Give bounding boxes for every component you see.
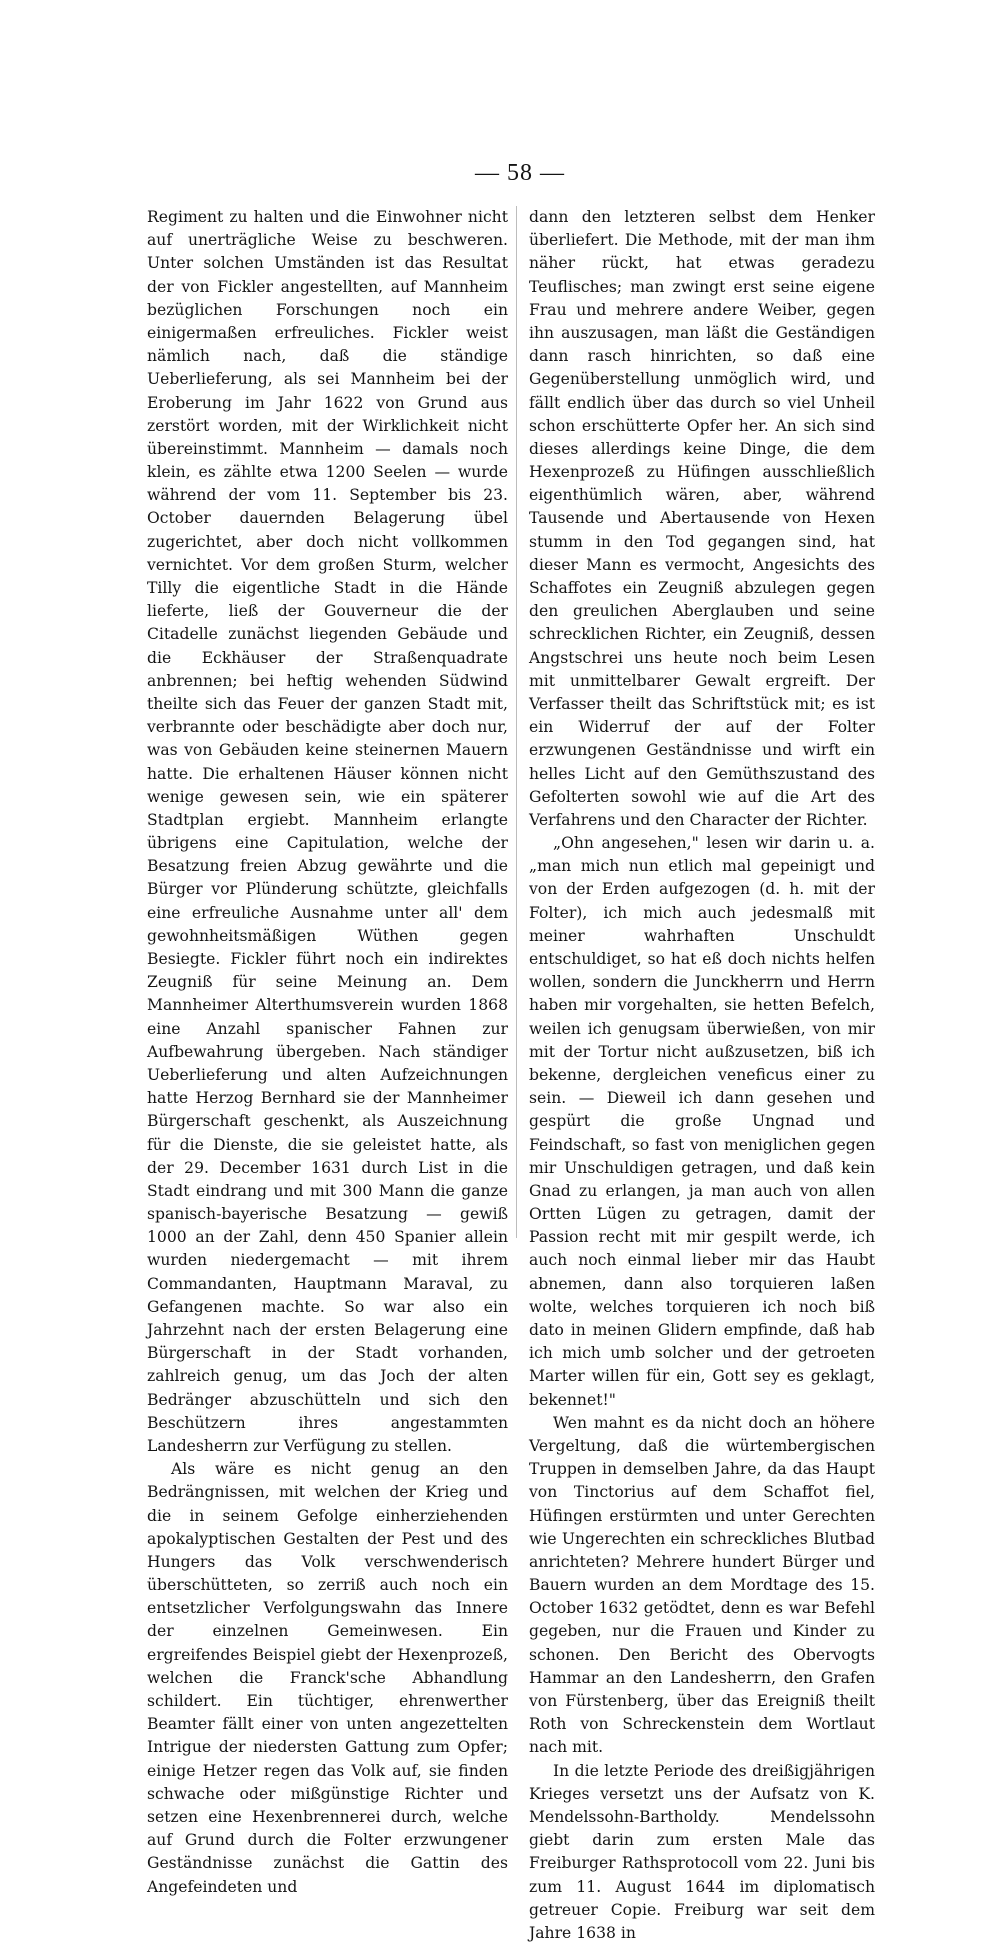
page-number: — 58 — <box>475 160 565 186</box>
paragraph: In die letzte Periode des dreißigjährigen Krieges versetzt uns der Aufsatz von K. Mendelssohn-Bartholdy. Mendelssohn giebt darin zum ersten Male das Freiburger Rathsprotocoll vom 22. Juni bis zum 11. August 1644 im diplomatisch getreuer Copie. Freiburg war seit dem Jahre 1638 in <box>529 1761 875 1942</box>
paragraph: Regiment zu halten und die Einwohner nicht auf unerträgliche Weise zu beschweren. Unter solchen Umständen ist das Resultat der von Fickler angestellten, auf Mannheim bezüglichen Forschungen noch ein einigermaßen erfreuliches. Fickler weist nämlich nach, daß die ständige Ueberlieferung, als sei Mannheim bei der Eroberung im Jahr 1622 von Grund aus zerstört worden, mit der Wirklichkeit nicht übereinstimmt. Mannheim — damals noch klein, es zählte etwa 1200 Seelen — wurde während der vom 11. September bis 23. October dauernden Belagerung übel zugerichtet, aber doch nicht vollkommen vernichtet. Vor dem großen Sturm, welcher Tilly die eigentliche Stadt in die Hände lieferte, ließ der Gouverneur die der Citadelle zunächst liegenden Gebäude und die Eckhäuser der Straßenquadrate anbrennen; bei heftig wehenden Südwind theilte sich das Feuer der ganzen Stadt mit, verbrannte oder beschädigte aber doch nur, was von Gebäuden keine steinernen Mauern hatte. Die erhaltenen Häuser können nicht wenige gewesen sein, wie ein späterer Stadtplan ergiebt. Mannheim erlangte übrigens eine Capitulation, welche der Besatzung freien Abzug gewährte und die Bürger vor Plünderung schützte, gleichfalls eine erfreuliche Ausnahme unter all' dem gewohnheitsmäßigen Wüthen gegen Besiegte. Fickler führt noch ein indirektes Zeugniß für seine Meinung an. Dem Mannheimer Alterthumsverein wurden 1868 eine Anzahl spanischer Fahnen zur Aufbewahrung übergeben. Nach ständiger Ueberlieferung und alten Aufzeichnungen hatte Herzog Bernhard sie der Mannheimer Bürgerschaft geschenkt, als Auszeichnung für die Dienste, die sie geleistet hatte, als der 29. December 1631 durch List in die Stadt eindrang und mit 300 Mann die ganze spanisch-bayerische Besatzung — gewiß 1000 an der Zahl, denn 450 Spanier allein wurden niedergemacht — mit ihrem Commandanten, Hauptmann Maraval, zu Gefangenen machte. So war also ein Jahrzehnt nach der ersten Belagerung eine Bürgerschaft in der Stadt vorhanden, zahlreich genug, um das Joch der alten Bedränger abzuschütteln und sich den Beschützern ihres angestammten Landesherrn zur Verfügung zu stellen. <box>147 208 508 1455</box>
left-column <box>147 206 508 1899</box>
column-divider <box>516 206 517 1238</box>
paragraph: Als wäre es nicht genug an den Bedrängnissen, mit welchen der Krieg und die in seinem Gefolge einherziehenden apokalyptischen Gestalten der Pest und des Hungers das Volk verschwenderisch überschütteten, so zerriß auch noch ein entsetzlicher Verfolgungswahn das Innere der einzelnen Gemeinwesen. Ein ergreifendes Beispiel giebt der Hexenprozeß, welchen die Franck'sche Abhandlung schildert. Ein tüchtiger, ehrenwerther Beamter fällt einer von unten angezettelten Intrigue der niedersten Gattung zum Opfer; einige Hetzer regen das Volk auf, sie finden schwache oder mißgünstige Richter und setzen eine Hexenbrennerei durch, welche auf Grund durch die Folter erzwungener Geständnisse zunächst die Gattin des Angefeindeten und <box>147 1460 508 1896</box>
quotation-paragraph: „Ohn angesehen," lesen wir darin u. a. „man mich nun etlich mal gepeinigt und von der Erden aufgezogen (d. h. mit der Folter), ich mich auch jedesmalß mit meiner wahrhaften Unschuldt entschuldiget, so hat eß doch nichts helfen wollen, sondern die Junckherrn und Herrn haben mir vorgehalten, sie hetten Befelch, weilen ich genugsam überwießen, von mir mit der Tortur nicht außzusetzen, biß ich bekenne, dergleichen veneficus einer zu sein. — Dieweil ich dann gesehen und gespürt die große Ungnad und Feindschaft, so fast von meniglichen gegen mir Unschuldigen getragen, und daß kein Gnad zu erlangen, ja man auch von allen Ortten Lügen zu getragen, damit der Passion recht mit mir gespilt werde, ich auch noch einmal lieber mir das Haubt abnemen, dann also torquieren laßen wolte, welches torquieren ich noch biß dato in meinen Glidern empfinde, daß hab ich mich umb solcher und der getroeten Marter willen für ein, Gott sey es geklagt, bekennet!" <box>529 834 875 1409</box>
right-column <box>529 206 875 1945</box>
paragraph: dann den letzteren selbst dem Henker überliefert. Die Methode, mit der man ihm näher rückt, hat etwas geradezu Teuflisches; man zwingt erst seine eigene Frau und mehrere andere Weiber, gegen ihn auszusagen, man läßt die Geständigen dann rasch hinrichten, so daß eine Gegenüberstellung unmöglich wird, und fällt endlich über das durch so viel Unheil schon erschütterte Opfer her. An sich sind dieses allerdings keine Dinge, die dem Hexenprozeß zu Hüfingen ausschließlich eigenthümlich wären, aber, während Tausende und Abertausende von Hexen stumm in den Tod gegangen sind, hat dieser Mann es vermocht, Angesichts des Schaffotes ein Zeugniß abzulegen gegen den greulichen Aberglauben und seine schrecklichen Richter, ein Zeugniß, dessen Angstschrei uns heute noch beim Lesen mit unmittelbarer Gewalt ergreift. Der Verfasser theilt das Schriftstück mit; es ist ein Widerruf der auf der Folter erzwungenen Geständnisse und wirft ein helles Licht auf den Gemüthszustand des Gefolterten sowohl wie auf die Art des Verfahrens und den Character der Richter. <box>529 208 875 829</box>
paragraph: Wen mahnt es da nicht doch an höhere Vergeltung, daß die würtembergischen Truppen in demselben Jahre, da das Haupt von Tinctorius auf dem Schaffot fiel, Hüfingen erstürmten und unter Gerechten wie Ungerechten ein schreckliches Blutbad anrichteten? Mehrere hundert Bürger und Bauern wurden an dem Mordtage des 15. October 1632 getödtet, denn es war Befehl gegeben, nur die Frauen und Kinder zu schonen. Den Bericht des Obervogts Hammar an den Landesherrn, den Grafen von Fürstenberg, über das Ereigniß theilt Roth von Schreckenstein dem Wortlaut nach mit. <box>529 1413 875 1757</box>
